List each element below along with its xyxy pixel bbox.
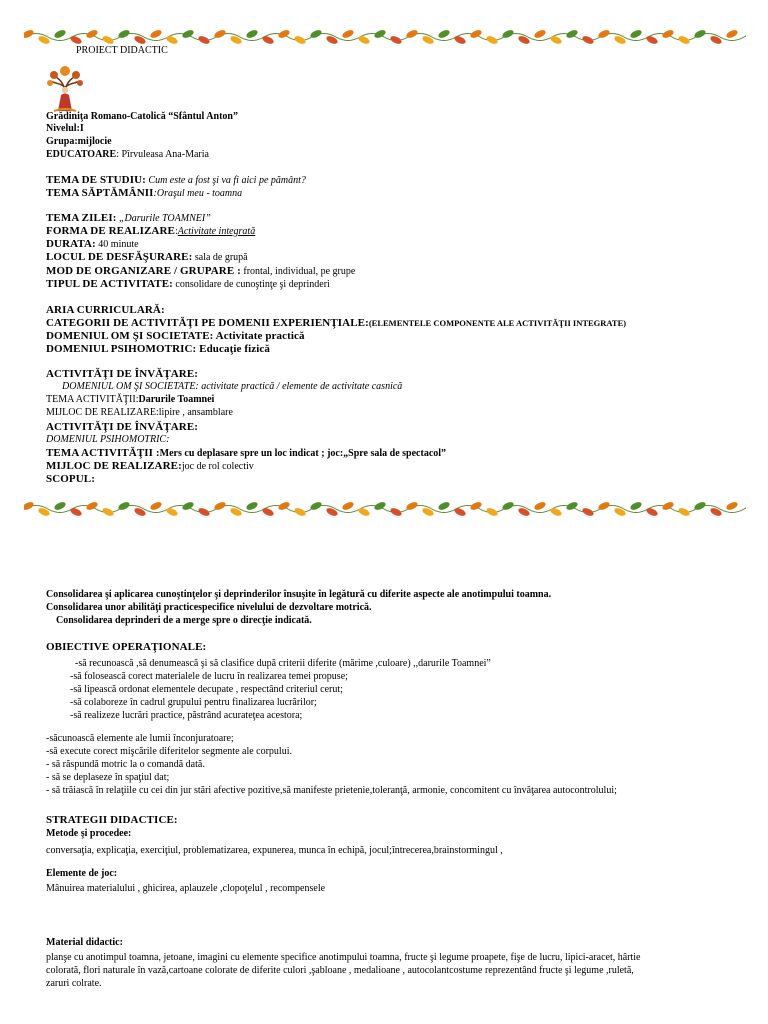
saint-anton-logo-icon <box>44 63 86 113</box>
material-line-3: zaruri colrate. <box>46 978 102 989</box>
leaf-icon <box>37 35 51 46</box>
tema-zilei-label: TEMA ZILEI: <box>46 212 117 224</box>
leaf-icon <box>389 507 403 518</box>
leaf-icon <box>229 35 243 46</box>
leaf-icon <box>229 507 243 518</box>
obiectiv-item: -săcunoască elemente ale lumii înconjuratoare; <box>46 733 234 744</box>
material-line-1: planşe cu anotimpul toamna, jetoane, imagini cu elemente specifice anotimpului toamna, fructe şi legume proapete, fişe de lucru, lipici-aracet, hârtie <box>46 952 641 963</box>
leaf-icon <box>485 507 499 518</box>
leaf-icon <box>357 507 371 518</box>
leaf-icon <box>581 35 595 46</box>
tipul-activitate <box>46 278 330 290</box>
leaf-icon <box>437 501 451 512</box>
obiectiv-item: - să trăiască în relaţiile cu cei din jur stări afective pozitive,să manifeste prietenie,toleranţă, armonie, concomitent cu învăţarea autocontrolului; <box>46 785 617 796</box>
tema-studiu <box>46 174 306 186</box>
grupa-value: mijlocie <box>77 136 112 147</box>
tema1-value: Darurile Toamnei <box>138 394 215 405</box>
domeniul-psihomotric: DOMENIUL PSIHOMOTRIC: Educaţie fizică <box>46 343 271 355</box>
leaf-icon <box>149 501 163 512</box>
scop-line-1: Consolidarea şi aplicarea cunoştinţelor şi deprinderilor însuşite în legătură cu diferite aspecte ale anotimpului toamna. <box>46 589 552 600</box>
scop-line-3: Consolidarea deprinderi de a merge spre o direcţie indicată. <box>56 615 312 626</box>
leaf-icon <box>485 35 499 46</box>
tipul-value: consolidare de cunoştinţe şi deprinderi <box>172 279 330 290</box>
aria-curriculara: ARIA CURRICULARĂ: <box>46 304 165 316</box>
durata-label: DURATA: <box>46 238 96 250</box>
tema-saptamanii-value: :Oraşul meu - toamna <box>153 188 243 199</box>
mijloc-realizare-2 <box>46 460 254 472</box>
leaf-icon <box>101 507 115 518</box>
forma-sep: : <box>174 226 178 237</box>
leaf-icon <box>629 501 643 512</box>
material-line-2: colorată, flori naturale în vază,cartoane colorate de diferite culori ,şabloane , medalioane , autocolantcostume reprezentând fructe şi legume ,ruletă, <box>46 965 634 976</box>
tema2-label: TEMA ACTIVITĂŢII : <box>46 447 160 459</box>
leaf-icon <box>165 35 179 46</box>
leaf-icon <box>293 507 307 518</box>
tema-activitatii-1 <box>46 394 214 405</box>
leaf-icon <box>613 35 627 46</box>
domeniul-om-societate-line: DOMENIUL OM ŞI SOCIETATE: activitate practică / elemente de activitate casnică <box>62 381 403 392</box>
leaf-icon <box>69 35 83 46</box>
leaf-icon <box>421 507 435 518</box>
leaf-icon <box>357 35 371 46</box>
tipul-label: TIPUL DE ACTIVITATE: <box>46 278 173 290</box>
tema1-label: TEMA ACTIVITĂŢII: <box>46 394 139 405</box>
nivel: Nivelul:I <box>46 123 84 134</box>
leaf-icon <box>709 507 723 518</box>
mod-organizare <box>46 265 355 277</box>
obiectiv-item: -să colaboreze în cadrul grupului pentru finalizarea lucrărilor; <box>70 697 317 708</box>
scop-line-2: Consolidarea unor abilităţi practicespecifice nivelului de dezvoltare motrică. <box>46 602 372 613</box>
tema-saptamanii <box>46 187 242 199</box>
forma-label: FORMA DE REALIZARE <box>46 225 175 237</box>
educatoare-value: : Pîrvuleasa Ana-Maria <box>116 149 209 160</box>
scopul-label: SCOPUL: <box>46 473 95 485</box>
leaf-icon <box>581 507 595 518</box>
tema-activitatii-2 <box>46 447 446 459</box>
tema-zilei-value: „Darurile TOAMNEI” <box>116 213 211 224</box>
leaf-icon <box>133 35 147 46</box>
mijloc-realizare-1: MIJLOC DE REALIZARE:lipire , ansamblare <box>46 407 233 418</box>
leaf-icon <box>549 507 563 518</box>
leaf-icon <box>69 507 83 518</box>
educatoare-label: EDUCATOARE <box>46 149 117 160</box>
leaf-icon <box>725 501 739 512</box>
leaf-icon <box>421 35 435 46</box>
leaf-icon <box>325 35 339 46</box>
leaf-icon <box>101 35 115 46</box>
domeniul-psihomotric-line: DOMENIUL PSIHOMOTRIC: <box>46 434 170 445</box>
obiectiv-item: -să execute corect mişcările diferitelor segmente ale corpului. <box>46 746 292 757</box>
gradinita-name: Grădiniţa Romano-Catolică “Sfântul Anton” <box>46 111 238 122</box>
leaf-icon <box>37 507 51 518</box>
leaf-icon <box>645 35 659 46</box>
leaf-icon <box>645 507 659 518</box>
categorii-value: (ELEMENTELE COMPONENTE ALE ACTIVITĂŢII INTEGRATE) <box>368 318 627 328</box>
obiectiv-item: -să lipească ordonat elementele decupate , respectând criteriul cerut; <box>70 684 343 695</box>
leaf-icon <box>341 501 355 512</box>
leaf-icon <box>677 507 691 518</box>
document-title: PROIECT DIDACTIC <box>76 45 168 56</box>
locul-value: sala de grupă <box>192 252 248 263</box>
leaf-icon <box>437 29 451 40</box>
leaf-icon <box>517 35 531 46</box>
mijloc2-value: joc de rol colectiv <box>181 461 254 472</box>
leaf-icon <box>453 507 467 518</box>
locul-desfasurare <box>46 251 248 263</box>
leaf-icon <box>325 507 339 518</box>
educatoare <box>46 149 209 160</box>
leaf-icon <box>677 35 691 46</box>
material-title: Material didactic: <box>46 937 123 948</box>
grupa-label: Grupa: <box>46 136 78 147</box>
leaf-icon <box>629 29 643 40</box>
obiectiv-item: -să recunoască ,să denumească şi să clasifice după criterii diferite (mărime ,culoare) ,,darurile Toamnei” <box>75 658 491 669</box>
leaf-icon <box>53 501 67 512</box>
leaf-icon <box>725 29 739 40</box>
leaf-icon <box>165 507 179 518</box>
leaf-icon <box>389 35 403 46</box>
mod-label: MOD DE ORGANIZARE / GRUPARE : <box>46 265 241 277</box>
elemente-joc-text: Mânuirea materialului , ghicirea, aplauzele ,clopoţelul , recompensele <box>46 883 326 894</box>
leaf-icon <box>613 507 627 518</box>
leaf-icon <box>549 35 563 46</box>
tema2-value: Mers cu deplasare spre un loc indicat ; joc:„Spre sala de spectacol” <box>159 448 447 459</box>
forma-realizare <box>46 225 255 237</box>
elemente-joc-title: Elemente de joc: <box>46 868 118 879</box>
domeniul-om-societate: DOMENIUL OM ŞI SOCIETATE: Activitate practică <box>46 330 305 342</box>
strategii-title: STRATEGII DIDACTICE: <box>46 814 178 826</box>
leaf-icon <box>197 35 211 46</box>
leaf-icon <box>453 35 467 46</box>
locul-label: LOCUL DE DESFĂŞURARE: <box>46 251 193 263</box>
forma-value: Activitate integrată <box>177 226 256 237</box>
categorii-activitati <box>46 317 626 329</box>
activitati-title-2: ACTIVITĂŢI DE ÎNVĂŢARE: <box>46 421 199 433</box>
leaf-icon <box>517 507 531 518</box>
leaf-icon <box>533 501 547 512</box>
obiectiv-item: -să folosească corect materialele de lucru în realizarea temei propuse; <box>70 671 348 682</box>
leaf-icon <box>245 501 259 512</box>
leaf-icon <box>261 507 275 518</box>
tema-studiu-label: TEMA DE STUDIU: <box>46 174 146 186</box>
leaf-icon <box>533 29 547 40</box>
obiectiv-item: - să răspundă motric la o comandă dată. <box>46 759 205 770</box>
tema-studiu-value: Cum este a fost şi va fi aici pe pământ? <box>145 175 306 186</box>
obiectiv-item: -să realizeze lucrări practice, păstrând acurateţea acestora; <box>70 710 303 721</box>
mod-value: frontal, individual, pe grupe <box>240 266 356 277</box>
activitati-title-1: ACTIVITĂŢI DE ÎNVĂŢARE: <box>46 368 199 380</box>
metode-text: conversaţia, explicaţia, exerciţiul, problematizarea, expunerea, munca în echipă, jocul;întrecerea,brainstormingul , <box>46 845 503 856</box>
leaf-icon <box>341 29 355 40</box>
tema-zilei <box>46 212 211 224</box>
leaf-icon <box>149 29 163 40</box>
tema-saptamanii-label: TEMA SĂPTĂMÂNII <box>46 187 154 199</box>
leaf-icon <box>53 29 67 40</box>
leaf-icon <box>133 507 147 518</box>
obiective-title: OBIECTIVE OPERAŢIONALE: <box>46 641 207 653</box>
categorii-label: CATEGORII DE ACTIVITĂŢI PE DOMENII EXPERIENŢIALE: <box>46 317 369 329</box>
leaf-icon <box>197 507 211 518</box>
obiectiv-item: - să se deplaseze în spaţiul dat; <box>46 772 170 783</box>
mijloc2-label: MIJLOC DE REALIZARE: <box>46 460 182 472</box>
leaf-icon <box>261 35 275 46</box>
durata <box>46 238 139 250</box>
autumn-leaf-border-middle <box>24 498 746 520</box>
metode-title: Metode şi procedee: <box>46 828 132 839</box>
leaf-icon <box>293 35 307 46</box>
leaf-icon <box>245 29 259 40</box>
grupa <box>46 136 112 147</box>
leaf-icon <box>709 35 723 46</box>
durata-value: 40 minute <box>95 239 139 250</box>
